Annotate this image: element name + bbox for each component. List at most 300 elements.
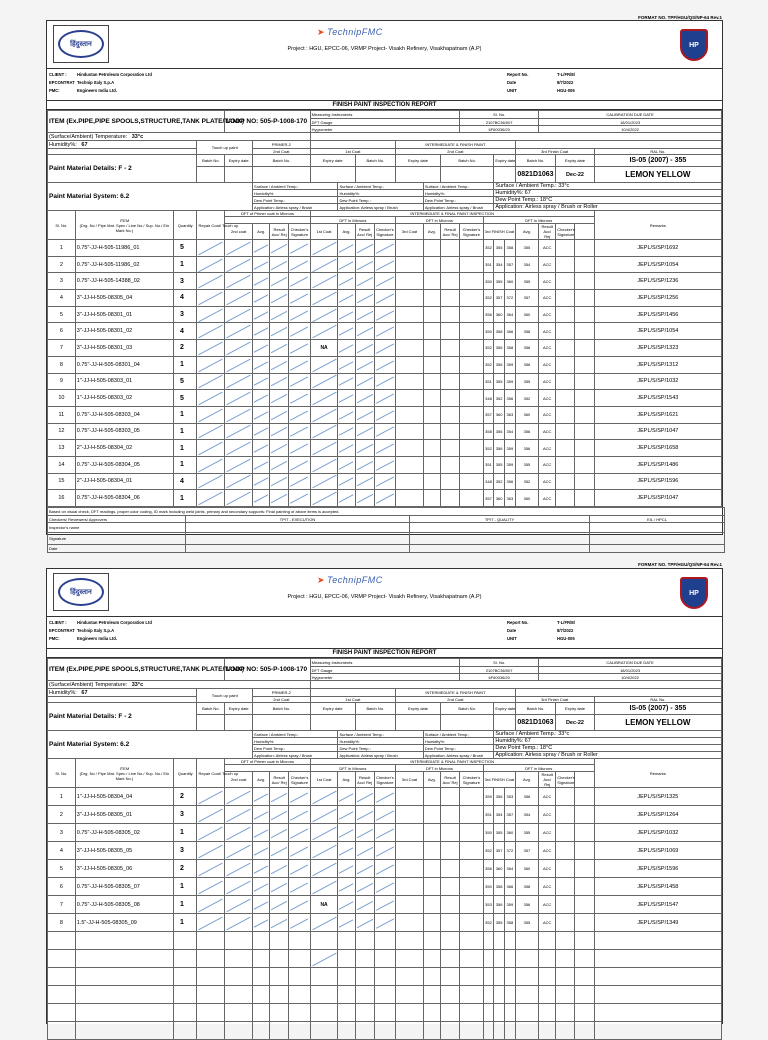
empty-cell bbox=[289, 914, 310, 932]
col-avg-1: Avg. bbox=[253, 224, 270, 240]
batch-label-3: Batch No. bbox=[355, 703, 396, 715]
empty-cell bbox=[575, 896, 594, 914]
empty-cell bbox=[310, 824, 338, 842]
cell-sl: 8 bbox=[48, 914, 76, 932]
empty-cell bbox=[440, 356, 459, 373]
col-dft-2: DFT in Microns bbox=[396, 765, 484, 772]
cell-rem: JEPL/S/SP/1325 bbox=[594, 788, 721, 806]
empty-cell bbox=[505, 950, 516, 968]
empty-cell bbox=[423, 986, 440, 1004]
report-meta: CLIENT : Hindustan Petroleum Corporation Ltd EPCONTRAT Technip Italy S.p.A PMC: Engineers India Ltd. Report No. T-L/FR/E/ Date 8/7/2022 UNIT HGU-005 bbox=[47, 69, 722, 101]
cell-d-2: 360 bbox=[505, 273, 516, 290]
cell-item: 2"-JJ-H-505-08304_01 bbox=[75, 473, 173, 490]
cell-rem: JEPL/S/SP/1486 bbox=[594, 456, 721, 473]
empty-cell bbox=[374, 323, 395, 340]
empty-cell bbox=[253, 986, 270, 1004]
batch-label: Batch No. bbox=[197, 703, 225, 715]
empty-cell bbox=[505, 1004, 516, 1022]
empty-cell bbox=[440, 323, 459, 340]
empty-cell bbox=[289, 473, 310, 490]
empty-cell bbox=[338, 824, 355, 842]
empty-cell bbox=[310, 968, 338, 986]
cell-d-2: 357 bbox=[505, 256, 516, 273]
empty-cell bbox=[460, 473, 483, 490]
empty-cell bbox=[423, 423, 440, 440]
cond-surface-2: Surface / Ambient Temp.: bbox=[338, 731, 423, 738]
empty-cell bbox=[374, 406, 395, 423]
cell-rem: JEPL/S/SP/1047 bbox=[594, 423, 721, 440]
empty-cell bbox=[289, 306, 310, 323]
empty-cell bbox=[174, 950, 197, 968]
empty-cell bbox=[225, 340, 253, 357]
na-cell: NA bbox=[310, 896, 338, 914]
cond-app-final: Application: Airless spray / Brush or Roller bbox=[494, 204, 722, 211]
empty-cell bbox=[575, 440, 594, 457]
cell-item: 1"-JJ-H-505-08304_04 bbox=[75, 788, 173, 806]
col-c3: 3rd Coat bbox=[396, 772, 424, 788]
empty-cell bbox=[594, 986, 721, 1004]
cell-d-1: 360 bbox=[494, 490, 505, 507]
empty-cell bbox=[197, 824, 225, 842]
empty-cell bbox=[225, 878, 253, 896]
cell-qty: 5 bbox=[174, 240, 197, 257]
empty-cell bbox=[289, 824, 310, 842]
table-row bbox=[48, 306, 722, 323]
empty-cell bbox=[197, 878, 225, 896]
empty-cell bbox=[494, 968, 505, 986]
col-result-2: Result Acc/ Rej bbox=[355, 224, 374, 240]
paint-details: Paint Material Details: F - 2 bbox=[48, 703, 197, 731]
cell-avg: 356 bbox=[515, 356, 539, 373]
acceptance-note: Based on visual check, DFT readings, proper color coding, ID mark including weld joints, primary and secondary supports: Final painting of above items is accepted. bbox=[48, 508, 725, 516]
cell-d-1: 357 bbox=[494, 842, 505, 860]
empty-cell bbox=[75, 968, 173, 986]
empty-cell bbox=[460, 842, 483, 860]
cell-d-0: 352 bbox=[483, 914, 494, 932]
empty-cell bbox=[374, 1004, 395, 1022]
empty-cell bbox=[483, 968, 494, 986]
empty-cell bbox=[253, 390, 270, 407]
cell-sl: 14 bbox=[48, 456, 76, 473]
empty-cell bbox=[440, 986, 459, 1004]
cell-avg: 357 bbox=[515, 842, 539, 860]
empty-cell bbox=[253, 896, 270, 914]
empty-cell bbox=[460, 240, 483, 257]
hpcl-logo-left: हिंदुस्तान bbox=[53, 573, 109, 611]
cell-avg: 352 bbox=[515, 473, 539, 490]
col-qty: Quantity bbox=[174, 759, 197, 788]
empty-cell bbox=[556, 323, 575, 340]
cell-d-0: 356 bbox=[483, 306, 494, 323]
inspection-table bbox=[47, 658, 722, 1040]
expiry-label-3: Expiry date bbox=[396, 703, 441, 715]
empty-cell bbox=[396, 932, 424, 950]
third-coat-label: 3rd Finish Coat bbox=[515, 697, 594, 703]
cond-dew-1: Dew Point Temp.: bbox=[253, 745, 338, 752]
result-cell: ACC bbox=[539, 842, 556, 860]
empty-cell bbox=[197, 473, 225, 490]
empty-cell bbox=[225, 842, 253, 860]
empty-cell bbox=[270, 860, 289, 878]
cell-d-0: 350 bbox=[483, 824, 494, 842]
empty-cell bbox=[338, 1004, 355, 1022]
empty-cell bbox=[289, 406, 310, 423]
empty-cell bbox=[556, 423, 575, 440]
empty-cell bbox=[289, 440, 310, 457]
empty-cell bbox=[355, 824, 374, 842]
cell-d-2: 366 bbox=[505, 878, 516, 896]
cond-humidity-final: Humidity%: 67 bbox=[494, 738, 722, 745]
empty-cell bbox=[253, 806, 270, 824]
empty-cell bbox=[355, 1004, 374, 1022]
empty-cell bbox=[556, 273, 575, 290]
third-coat-label: 3rd Finish Coat bbox=[515, 149, 594, 155]
empty-cell bbox=[396, 406, 424, 423]
empty-cell bbox=[225, 456, 253, 473]
empty-cell bbox=[225, 290, 253, 307]
instr-dft-cal: 18/01/2023 bbox=[539, 667, 722, 674]
empty-cell bbox=[423, 323, 440, 340]
col-result-3: Result Acc/ Rej bbox=[440, 224, 459, 240]
footer-table bbox=[47, 507, 725, 553]
empty-cell bbox=[505, 986, 516, 1004]
instr-measuring: Measuring Instruments bbox=[310, 111, 460, 119]
table-row bbox=[48, 860, 722, 878]
expiry-label-4: Expiry date bbox=[494, 703, 515, 715]
cell-avg: 356 bbox=[515, 788, 539, 806]
cell-d-2: 366 bbox=[505, 323, 516, 340]
cell-d-0: 352 bbox=[483, 340, 494, 357]
col-result-4: Result Acc/ Rej bbox=[539, 224, 556, 240]
empty-cell bbox=[197, 788, 225, 806]
cell-item: 3"-JJ-H-505-08305_05 bbox=[75, 842, 173, 860]
empty-cell bbox=[225, 256, 253, 273]
cell-rem: JEPL/S/SP/1596 bbox=[594, 473, 721, 490]
cell-d-1: 356 bbox=[494, 423, 505, 440]
empty-cell bbox=[355, 340, 374, 357]
cond-humidity-3: Humidity%: bbox=[423, 738, 494, 745]
col-checker-1: Checker's Signature bbox=[289, 772, 310, 788]
col-avg-2: Avg. bbox=[338, 224, 355, 240]
empty-cell bbox=[396, 473, 424, 490]
empty-cell bbox=[575, 932, 594, 950]
cell-qty: 5 bbox=[174, 390, 197, 407]
empty-cell bbox=[539, 1004, 556, 1022]
cell-item: 1"-JJ-H-505-08303_02 bbox=[75, 390, 173, 407]
empty-cell bbox=[355, 440, 374, 457]
col-avg-1: Avg. bbox=[253, 772, 270, 788]
empty-cell bbox=[460, 986, 483, 1004]
na-cell: NA bbox=[310, 340, 338, 357]
empty-cell bbox=[483, 986, 494, 1004]
empty-cell bbox=[338, 806, 355, 824]
empty-cell bbox=[225, 473, 253, 490]
empty-cell bbox=[460, 788, 483, 806]
empty-cell bbox=[338, 968, 355, 986]
result-cell: ACC bbox=[539, 914, 556, 932]
expiry-label-2: Expiry date bbox=[310, 155, 355, 167]
batch-label: Batch No. bbox=[197, 155, 225, 167]
empty-cell bbox=[270, 290, 289, 307]
empty-cell bbox=[197, 896, 225, 914]
empty-cell bbox=[270, 1004, 289, 1022]
empty-cell bbox=[396, 842, 424, 860]
table-row bbox=[48, 788, 722, 806]
empty-cell bbox=[396, 306, 424, 323]
empty-cell bbox=[423, 950, 440, 968]
humidity-value: 67 bbox=[81, 141, 88, 148]
cell-avg: 355 bbox=[515, 914, 539, 932]
report-header bbox=[47, 569, 722, 617]
cell-qty: 1 bbox=[174, 256, 197, 273]
empty-cell bbox=[270, 932, 289, 950]
empty-cell bbox=[197, 440, 225, 457]
empty-cell bbox=[515, 950, 539, 968]
empty-cell bbox=[374, 490, 395, 507]
empty-cell bbox=[338, 914, 355, 932]
empty-cell bbox=[270, 323, 289, 340]
cell-sl: 2 bbox=[48, 806, 76, 824]
date-label: Date bbox=[48, 545, 186, 553]
empty-cell bbox=[310, 490, 338, 507]
cell-avg: 356 bbox=[515, 896, 539, 914]
empty-cell bbox=[225, 968, 253, 986]
empty-cell bbox=[310, 406, 338, 423]
result-cell: ACC bbox=[539, 423, 556, 440]
empty-cell bbox=[515, 1022, 539, 1040]
cond-app-2: Application: Airless spray / Brush bbox=[338, 204, 423, 211]
col-checker-2: Checker's Signature bbox=[374, 224, 395, 240]
intermediate-label: INTERMEDIATE & FINISH PAINT bbox=[396, 141, 516, 149]
empty-cell bbox=[310, 456, 338, 473]
empty-cell bbox=[253, 406, 270, 423]
cell-d-2: 359 bbox=[505, 440, 516, 457]
empty-cell bbox=[494, 1004, 505, 1022]
cell-d-1: 354 bbox=[494, 806, 505, 824]
result-cell: ACC bbox=[539, 323, 556, 340]
paint-system: Paint Material System: 6.2 bbox=[48, 731, 253, 759]
empty-cell bbox=[423, 806, 440, 824]
empty-cell bbox=[355, 490, 374, 507]
empty-cell bbox=[374, 440, 395, 457]
cell-sl: 13 bbox=[48, 440, 76, 457]
result-cell: ACC bbox=[539, 240, 556, 257]
empty-cell bbox=[310, 473, 338, 490]
empty-cell bbox=[374, 842, 395, 860]
instr-dft: DFT Gauge bbox=[310, 667, 460, 674]
empty-cell bbox=[270, 788, 289, 806]
project-title: Project : HGU, EPCC-06, VRMP Project- Visakh Refinery, Visakhapatnam (A.P) bbox=[287, 594, 482, 600]
empty-cell bbox=[75, 1004, 173, 1022]
cell-item: 0.75"-JJ-H-505-08305_07 bbox=[75, 878, 173, 896]
cond-surface-final: Surface / Ambient Temp.: 33°c bbox=[494, 183, 722, 190]
tpit-exec: TPIT - EXECUTION bbox=[186, 516, 410, 523]
cell-qty: 1 bbox=[174, 406, 197, 423]
empty-cell bbox=[270, 950, 289, 968]
result-cell: ACC bbox=[539, 824, 556, 842]
loop-number: LOOP NO: 505-P-1008-170 bbox=[226, 666, 308, 673]
table-row bbox=[48, 240, 722, 257]
empty-cell bbox=[396, 356, 424, 373]
cond-app-3: Application: Airless spray / Brush bbox=[423, 752, 494, 759]
empty-cell bbox=[423, 490, 440, 507]
instr-dft-cal: 18/01/2023 bbox=[539, 119, 722, 126]
hpcl-logo-left: हिंदुस्तान bbox=[53, 25, 109, 63]
empty-cell bbox=[460, 1022, 483, 1040]
cell-sl: 6 bbox=[48, 878, 76, 896]
cell-qty: 2 bbox=[174, 340, 197, 357]
col-result-4: Result Acc/ Rej bbox=[539, 772, 556, 788]
empty-cell bbox=[338, 323, 355, 340]
table-row bbox=[48, 423, 722, 440]
empty-cell bbox=[556, 406, 575, 423]
empty-cell bbox=[575, 968, 594, 986]
cell-d-1: 357 bbox=[494, 290, 505, 307]
empty-cell bbox=[539, 1022, 556, 1040]
empty-cell bbox=[289, 896, 310, 914]
empty-cell bbox=[355, 788, 374, 806]
cell-sl: 3 bbox=[48, 824, 76, 842]
cell-item: 3"-JJ-H-505-08301_03 bbox=[75, 340, 173, 357]
empty-cell bbox=[374, 240, 395, 257]
empty-cell bbox=[253, 932, 270, 950]
result-cell: ACC bbox=[539, 490, 556, 507]
empty-cell bbox=[197, 950, 225, 968]
col-c3: 3rd Coat bbox=[396, 224, 424, 240]
cell-d-0: 351 bbox=[483, 256, 494, 273]
empty-cell bbox=[556, 356, 575, 373]
cell-d-2: 363 bbox=[505, 490, 516, 507]
empty-cell bbox=[225, 1022, 253, 1040]
cell-sl: 11 bbox=[48, 406, 76, 423]
empty-cell bbox=[310, 273, 338, 290]
empty-cell bbox=[289, 323, 310, 340]
result-cell: ACC bbox=[539, 306, 556, 323]
empty-cell bbox=[253, 290, 270, 307]
empty-cell bbox=[460, 290, 483, 307]
empty-cell bbox=[374, 290, 395, 307]
result-cell: ACC bbox=[539, 788, 556, 806]
inspector-label: Inspector's name bbox=[48, 523, 186, 533]
empty-cell bbox=[225, 896, 253, 914]
empty-cell bbox=[440, 860, 459, 878]
empty-cell bbox=[556, 473, 575, 490]
cell-item: 0.75"-JJ-H-505-08304_06 bbox=[75, 490, 173, 507]
empty-cell bbox=[460, 340, 483, 357]
empty-cell bbox=[423, 306, 440, 323]
table-row bbox=[48, 490, 722, 507]
table-row bbox=[48, 373, 722, 390]
empty-cell bbox=[253, 1022, 270, 1040]
empty-cell bbox=[396, 788, 424, 806]
humidity-value: 67 bbox=[81, 689, 88, 696]
table-row bbox=[48, 356, 722, 373]
cell-d-0: 356 bbox=[483, 860, 494, 878]
col-int-final: INTERMEDIATE & FINAL PAINT INSPECTION bbox=[310, 759, 594, 765]
cond-surface-3: Surface / Ambient Temp.: bbox=[423, 183, 494, 190]
empty-cell bbox=[270, 914, 289, 932]
cell-d-1: 360 bbox=[494, 860, 505, 878]
cell-d-2: 364 bbox=[505, 306, 516, 323]
empty-cell bbox=[539, 932, 556, 950]
empty-cell bbox=[440, 1004, 459, 1022]
result-cell: ACC bbox=[539, 390, 556, 407]
result-cell: ACC bbox=[539, 340, 556, 357]
result-cell: ACC bbox=[539, 473, 556, 490]
table-row bbox=[48, 842, 722, 860]
empty-cell bbox=[460, 806, 483, 824]
col-int-final: INTERMEDIATE & FINAL PAINT INSPECTION bbox=[310, 211, 594, 217]
checkers-label: Checkers/ Reviewers/ Approvers bbox=[48, 516, 186, 523]
empty-cell bbox=[505, 1022, 516, 1040]
empty-cell bbox=[515, 932, 539, 950]
empty-cell bbox=[48, 986, 76, 1004]
empty-cell bbox=[423, 842, 440, 860]
empty-cell bbox=[374, 806, 395, 824]
empty-cell bbox=[174, 968, 197, 986]
empty-cell bbox=[310, 356, 338, 373]
empty-cell bbox=[423, 1022, 440, 1040]
cell-sl: 16 bbox=[48, 490, 76, 507]
empty-cell bbox=[374, 356, 395, 373]
report-sheet-1 bbox=[46, 20, 723, 551]
empty-cell bbox=[270, 896, 289, 914]
cell-sl: 1 bbox=[48, 788, 76, 806]
cond-app-1: Application: Airless spray / Brush bbox=[253, 752, 338, 759]
empty-cell bbox=[556, 842, 575, 860]
cell-d-1: 352 bbox=[494, 390, 505, 407]
empty-cell bbox=[440, 390, 459, 407]
empty-cell bbox=[396, 373, 424, 390]
empty-cell bbox=[310, 860, 338, 878]
empty-cell bbox=[483, 1022, 494, 1040]
empty-cell bbox=[174, 1022, 197, 1040]
cell-rem: JEPL/S/SP/1256 bbox=[594, 290, 721, 307]
instr-hyg-sl: 6F60036/20 bbox=[460, 126, 539, 133]
empty-cell bbox=[374, 878, 395, 896]
empty-cell bbox=[575, 806, 594, 824]
empty-cell bbox=[270, 440, 289, 457]
cell-d-2: 372 bbox=[505, 842, 516, 860]
cell-item: 0.75"-JJ-H-505-08305_02 bbox=[75, 824, 173, 842]
cell-item: 0.75"-JJ-H-505-11986_02 bbox=[75, 256, 173, 273]
cell-avg: 355 bbox=[515, 824, 539, 842]
report-meta: CLIENT : Hindustan Petroleum Corporation Ltd EPCONTRAT Technip Italy S.p.A PMC: Engineers India Ltd. Report No. T-L/FR/E/ Date 8/7/2022 UNIT HGU-005 bbox=[47, 617, 722, 649]
empty-cell bbox=[338, 490, 355, 507]
col-checker-3: Checker's Signature bbox=[460, 772, 483, 788]
cond-app-3: Application: Airless spray / Brush bbox=[423, 204, 494, 211]
empty-cell bbox=[253, 860, 270, 878]
empty-cell bbox=[556, 878, 575, 896]
batch-label-4: Batch No. bbox=[440, 703, 493, 715]
empty-cell bbox=[253, 256, 270, 273]
col-result-1: Result Acc/ Rej bbox=[270, 224, 289, 240]
empty-cell bbox=[289, 968, 310, 986]
empty-cell bbox=[556, 256, 575, 273]
empty-cell bbox=[289, 932, 310, 950]
empty-cell bbox=[197, 456, 225, 473]
empty-cell bbox=[225, 806, 253, 824]
blank-row bbox=[48, 950, 722, 968]
instr-hyg-cal: 10/4/2022 bbox=[539, 126, 722, 133]
cell-d-2: 359 bbox=[505, 896, 516, 914]
empty-cell bbox=[374, 273, 395, 290]
result-cell: ACC bbox=[539, 290, 556, 307]
col-avg-4: Avg. bbox=[515, 772, 539, 788]
empty-cell bbox=[575, 240, 594, 257]
empty-cell bbox=[460, 306, 483, 323]
empty-cell bbox=[289, 373, 310, 390]
